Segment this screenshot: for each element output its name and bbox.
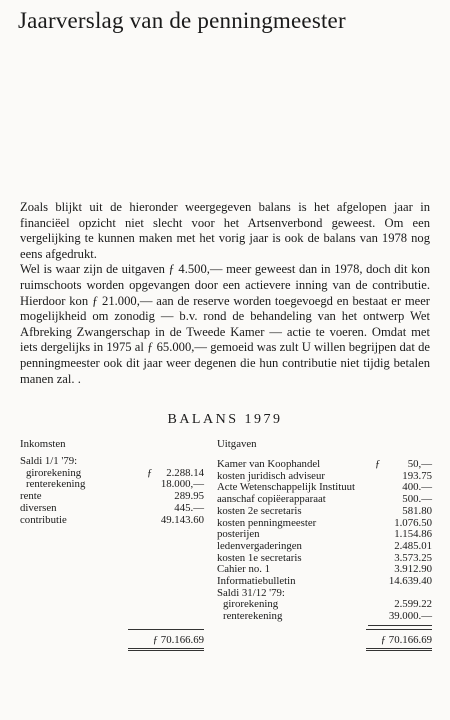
uitgaven-row-label: ledenvergaderingen [217, 539, 302, 552]
uitgaven-row-value: 500.— [402, 493, 432, 506]
intro-text [20, 200, 430, 387]
income-total-rule [128, 629, 204, 630]
uitgaven-row-value: 39.000.— [388, 610, 432, 623]
uitgaven-row-label: kosten penningmeester [217, 516, 317, 529]
inkomsten-row-label: contributie [20, 513, 67, 526]
uitgaven-row-value: 400.— [402, 481, 432, 494]
uitgaven-row-label: Informatiebulletin [217, 575, 296, 587]
uitgaven-row [217, 587, 432, 599]
expenses-subtotal-rule [368, 625, 432, 626]
uitgaven-row-value: 1.076.50 [394, 516, 432, 529]
uitgaven-row-label: kosten 2e secretaris [217, 504, 302, 517]
inkomsten-row-label: Saldi 1/1 '79: [20, 455, 78, 467]
inkomsten-row-label: rente [20, 490, 42, 503]
expenses-total-double-rule [366, 648, 432, 651]
uitgaven-row [217, 517, 432, 529]
uitgaven-row-label: posterijen [217, 528, 260, 541]
inkomsten-row-currency: ƒ [147, 466, 153, 479]
inkomsten-row [20, 514, 204, 526]
income-heading: Inkomsten [20, 438, 66, 450]
uitgaven-row-label: Acte Wetenschappelijk Instituut [217, 481, 356, 494]
uitgaven-row [217, 481, 432, 493]
inkomsten-row-value: 18.000,— [160, 478, 204, 491]
uitgaven-row-currency: ƒ [375, 458, 381, 470]
inkomsten-row [20, 490, 204, 502]
uitgaven-row-label: Kamer van Koophandel [217, 458, 321, 470]
uitgaven-row-value: 1.154.86 [394, 528, 432, 541]
income-total-value: ƒ 70.166.69 [152, 634, 204, 646]
income-total [128, 634, 204, 646]
inkomsten-row [20, 478, 204, 490]
inkomsten-row-label: renterekening [26, 478, 86, 491]
uitgaven-row [217, 470, 432, 482]
uitgaven-row-label: renterekening [223, 610, 283, 623]
uitgaven-row-label: Saldi 31/12 '79: [217, 586, 285, 599]
inkomsten-row [20, 467, 204, 479]
uitgaven-row-label: kosten juridisch adviseur [217, 469, 325, 482]
uitgaven-row [217, 528, 432, 540]
uitgaven-row [217, 598, 432, 610]
uitgaven-row-value: 581.80 [402, 504, 432, 517]
expenses-total-value: ƒ 70.166.69 [380, 634, 432, 646]
inkomsten-row-value: 289.95 [174, 490, 204, 503]
expenses-heading: Uitgaven [217, 438, 257, 450]
inkomsten-row [20, 455, 204, 467]
uitgaven-row-label: girorekening [223, 598, 279, 611]
uitgaven-row [217, 575, 432, 587]
uitgaven-row [217, 563, 432, 575]
balance-title: BALANS 1979 [167, 412, 283, 427]
expenses-total [366, 634, 432, 646]
inkomsten-row-label: girorekening [26, 466, 82, 479]
inkomsten-row-value: 49.143.60 [160, 513, 204, 526]
uitgaven-row-value: 3.912.90 [394, 563, 432, 576]
uitgaven-row [217, 458, 432, 470]
uitgaven-row-value: 193.75 [402, 469, 432, 482]
uitgaven-row-value: 3.573.25 [394, 551, 432, 564]
inkomsten-row-label: diversen [20, 501, 57, 514]
inkomsten-row [20, 502, 204, 514]
page-title: Jaarverslag van de penningmeester [18, 8, 346, 33]
uitgaven-row-label: Cahier no. 1 [217, 563, 271, 576]
intro-paragraph-1: Zoals blijkt uit de hieronder weergegeven balans is het afgelopen jaar in financiëel opzicht niet slecht voor het Artsenverbond geweest. Om een vergelijking te kunnen maken met het vorig jaar is ook de balans van 1978 nog eens afgedrukt. [20, 200, 430, 261]
uitgaven-row [217, 540, 432, 552]
uitgaven-row [217, 505, 432, 517]
uitgaven-row-value: 14.639.40 [388, 575, 432, 587]
uitgaven-row-label: kosten 1e secretaris [217, 551, 302, 564]
expenses-total-rule [366, 629, 432, 630]
inkomsten-row-value: 445.— [174, 501, 204, 514]
uitgaven-row [217, 552, 432, 564]
uitgaven-row [217, 610, 432, 622]
uitgaven-row-value: 2.599.22 [394, 598, 432, 611]
uitgaven-row-value: 2.485.01 [394, 539, 432, 552]
uitgaven-row-value: 50,— [407, 458, 432, 470]
uitgaven-row [217, 493, 432, 505]
income-total-double-rule [128, 648, 204, 651]
uitgaven-row-label: aanschaf copiëerapparaat [217, 493, 326, 506]
intro-paragraph-2: Wel is waar zijn de uitgaven ƒ 4.500,— meer geweest dan in 1978, doch dit kon ruimschoots worden opgevangen door een actievere inning van de contributie. Hierdoor kon ƒ 21.000,— aan de reserve worden toegevoegd en bestaat er meer mogelijkheid om zonodig — b.v. rond de behandeling van het ontwerp Wet Afbreking Zwangerschap in de Tweede Kamer — actie te voeren. Omdat met iets dergelijks in 1975 al ƒ 65.000,— gemoeid was zult U willen begrijpen dat de penningmeester ook dit jaar weer degenen die hun contributie niet tijdig betalen manen zal. . [20, 262, 430, 386]
inkomsten-row-value: 2.288.14 [166, 466, 204, 479]
